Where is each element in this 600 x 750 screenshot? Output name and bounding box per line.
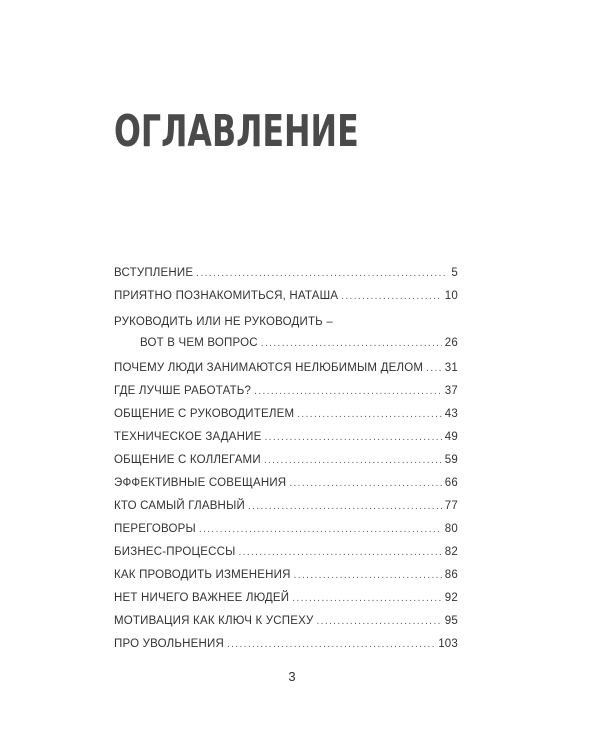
toc-entry-title: ОБЩЕНИЕ С КОЛЛЕГАМИ	[114, 454, 261, 466]
toc-entry-title: ПОЧЕМУ ЛЮДИ ЗАНИМАЮТСЯ НЕЛЮБИМЫМ ДЕЛОМ	[114, 362, 424, 374]
toc-entry-title: ОБЩЕНИЕ С РУКОВОДИТЕЛЕМ	[114, 408, 295, 420]
toc-entry-title: КТО САМЫЙ ГЛАВНЫЙ	[114, 500, 245, 512]
toc-entry-page: 92	[444, 592, 458, 604]
dot-leader	[292, 587, 442, 610]
dot-leader	[294, 564, 442, 587]
dot-leader	[426, 357, 442, 380]
toc-entry[interactable]	[114, 564, 458, 587]
toc-entry[interactable]	[114, 541, 458, 564]
toc-entry-page: 26	[444, 337, 458, 349]
toc-entry-title: ПЕРЕГОВОРЫ	[114, 523, 196, 535]
toc-entry-title-line2: ВОТ В ЧЕМ ВОПРОС	[140, 337, 258, 349]
toc-entry-title: ПРИЯТНО ПОЗНАКОМИТЬСЯ, НАТАША	[114, 290, 339, 302]
toc-entry[interactable]	[114, 312, 458, 355]
toc-entry-title: МОТИВАЦИЯ КАК КЛЮЧ К УСПЕХУ	[114, 615, 314, 627]
toc-entry[interactable]	[114, 472, 458, 495]
toc-entry-page: 37	[444, 385, 458, 397]
toc-entry-title: БИЗНЕС-ПРОЦЕССЫ	[114, 546, 236, 558]
toc-entry-page: 66	[444, 477, 458, 489]
toc-entry[interactable]	[114, 495, 458, 518]
toc-entry[interactable]	[114, 285, 458, 308]
toc-entry-page: 95	[444, 615, 458, 627]
toc-entry-page: 5	[451, 267, 458, 279]
page-title: ОГЛАВЛЕНИЕ	[114, 106, 359, 157]
toc-entry-title: ПРО УВОЛЬНЕНИЯ	[114, 638, 224, 650]
toc-entry[interactable]	[114, 449, 458, 472]
toc-entry-page: 10	[444, 290, 458, 302]
toc-entry[interactable]	[114, 403, 458, 426]
dot-leader	[341, 285, 442, 308]
dot-leader	[261, 332, 442, 355]
dot-leader	[316, 610, 441, 633]
toc-entry[interactable]	[114, 610, 458, 633]
toc-entry-page: 49	[444, 431, 458, 443]
toc-entry[interactable]	[114, 380, 458, 403]
dot-leader	[264, 449, 442, 472]
toc-entry-title: ВСТУПЛЕНИЕ	[114, 267, 194, 279]
toc-entry[interactable]	[114, 262, 458, 285]
table-of-contents	[114, 262, 458, 656]
toc-entry[interactable]	[114, 633, 458, 656]
toc-entry-title: НЕТ НИЧЕГО ВАЖНЕЕ ЛЮДЕЙ	[114, 592, 290, 604]
toc-entry[interactable]	[114, 587, 458, 610]
toc-entry-title: ТЕХНИЧЕСКОЕ ЗАДАНИЕ	[114, 431, 262, 443]
dot-leader	[254, 380, 442, 403]
dot-leader	[297, 403, 442, 426]
toc-entry-title-line1: РУКОВОДИТЬ ИЛИ НЕ РУКОВОДИТЬ –	[114, 316, 333, 328]
toc-entry-page: 86	[444, 569, 458, 581]
dot-leader	[199, 518, 442, 541]
toc-entry-page: 77	[444, 500, 458, 512]
toc-entry[interactable]	[114, 357, 458, 380]
page-number: 3	[288, 669, 296, 684]
toc-entry[interactable]	[114, 426, 458, 449]
toc-entry[interactable]	[114, 518, 458, 541]
toc-entry-title: ГДЕ ЛУЧШЕ РАБОТАТЬ?	[114, 385, 252, 397]
toc-entry-page: 103	[438, 638, 458, 650]
dot-leader	[264, 426, 441, 449]
toc-entry-title: КАК ПРОВОДИТЬ ИЗМЕНЕНИЯ	[114, 569, 291, 581]
toc-entry-page: 80	[444, 523, 458, 535]
dot-leader	[196, 262, 448, 285]
toc-entry-page: 59	[444, 454, 458, 466]
toc-entry-page: 31	[444, 362, 458, 374]
dot-leader	[238, 541, 441, 564]
toc-entry-page: 43	[444, 408, 458, 420]
toc-entry-title: ЭФФЕКТИВНЫЕ СОВЕЩАНИЯ	[114, 477, 287, 489]
dot-leader	[248, 495, 442, 518]
dot-leader	[289, 472, 441, 495]
dot-leader	[227, 633, 435, 656]
toc-entry-page: 82	[444, 546, 458, 558]
